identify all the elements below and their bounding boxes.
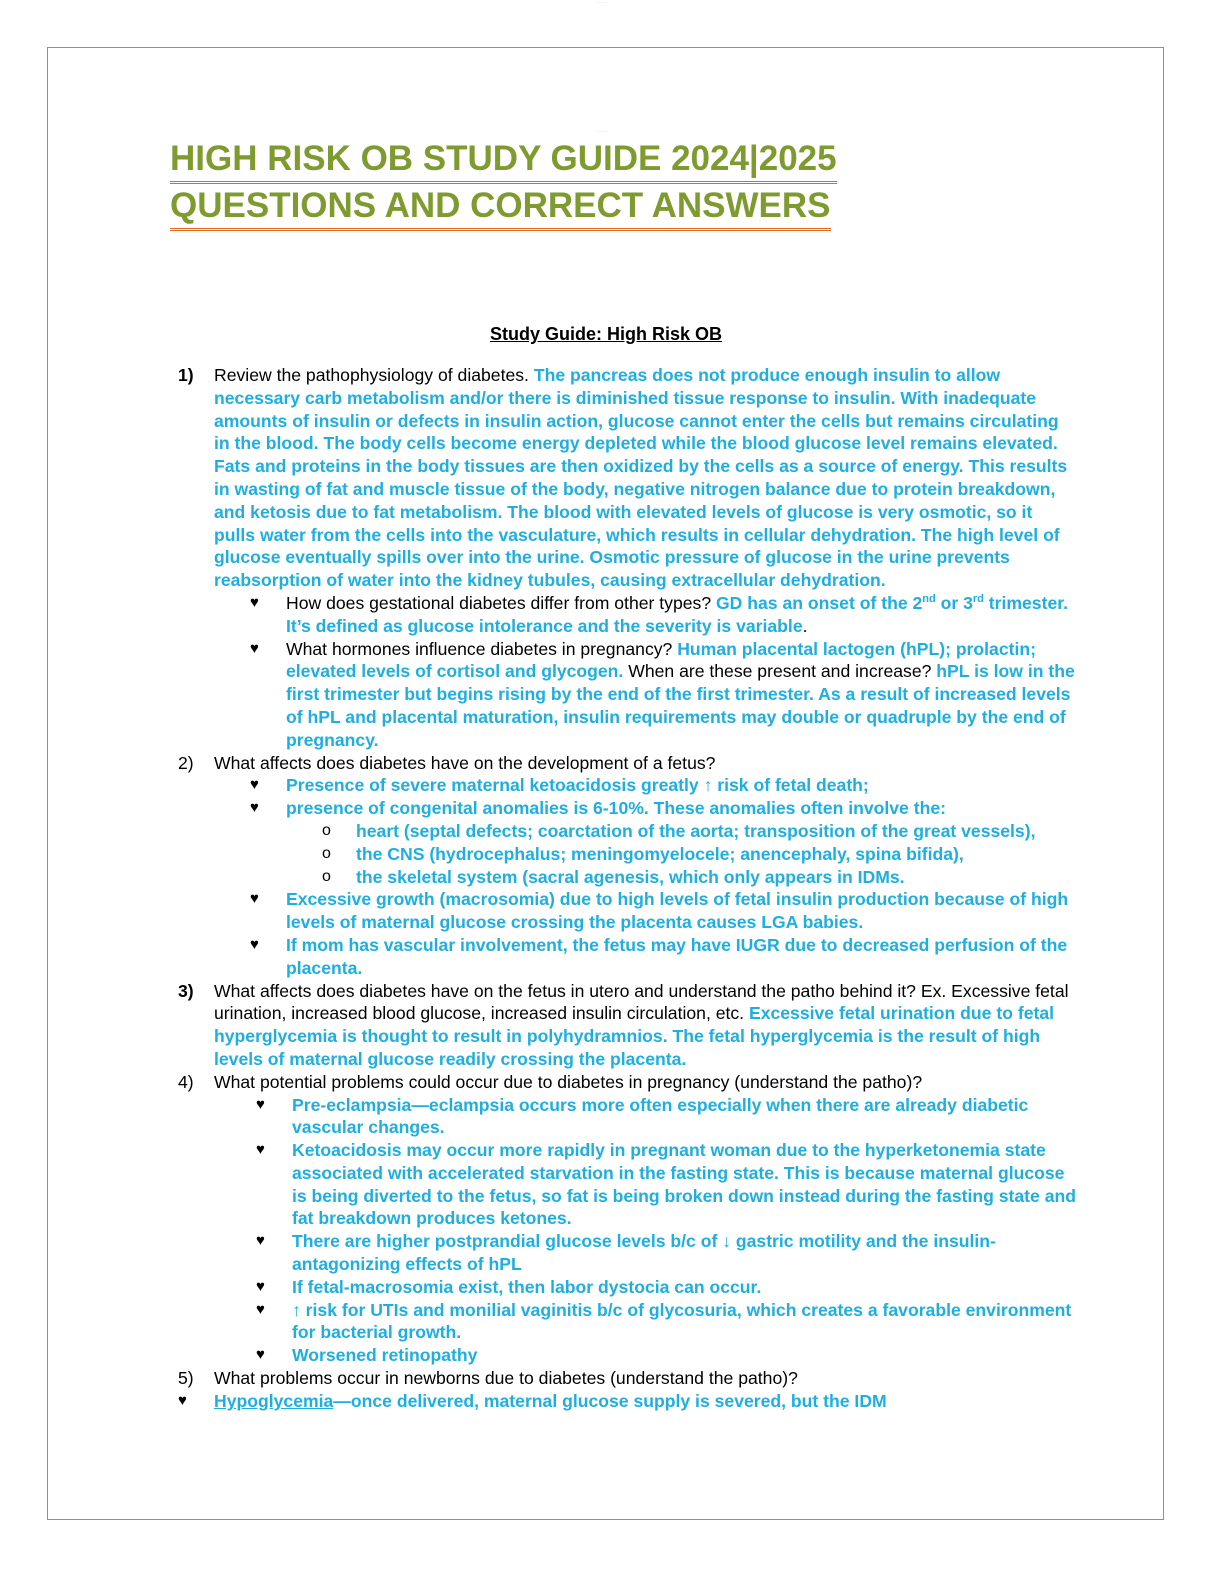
question-1 [178,364,1078,592]
answer-text: Excessive fetal urination due to fetal hyperglycemia is thought to result in polyhydramnios. The fetal hyperglycemia is the result of high levels of maternal glucose readily crossing the placenta. [214,1003,1055,1069]
list-item [178,888,1078,934]
title-line-2: QUESTIONS AND CORRECT ANSWERS [170,184,831,231]
answer-text: presence of congenital anomalies is 6-10%. These anomalies often involve the: [286,798,946,819]
heart-bullet-icon: ♥ [250,776,259,794]
question-text: What affects does diabetes have on the fetus in utero and understand the patho behind it? Ex. Excessive fetal urination, increased blood glucose, increased insulin circulation, etc. [214,980,1069,1024]
question-text: What hormones influence diabetes in pregnancy? [286,638,678,659]
list-item [178,774,1078,797]
question-number: 4) [178,1071,194,1092]
answer-text: If mom has vascular involvement, the fetus may have IUGR due to decreased perfusion of the placenta. [286,934,1068,978]
header-mark: ············ [596,0,608,4]
list-item [178,1299,1078,1345]
circle-bullet-icon: o [322,867,331,885]
heart-bullet-icon: ♥ [256,1277,265,1295]
circle-bullet-icon: o [322,844,331,862]
list-item [178,797,1078,820]
list-item [178,1230,1078,1276]
answer-text: —once delivered, maternal glucose supply is severed, but the IDM [333,1390,887,1411]
heart-bullet-icon: ♥ [250,799,259,817]
question-text: How does gestational diabetes differ from other types? [286,592,716,613]
study-guide-content [178,364,1078,1413]
list-item [178,934,1078,980]
list-item [178,1390,1078,1413]
answer-text: Presence of severe maternal ketoacidosis greatly ↑ risk of fetal death; [286,775,869,796]
question-text: What problems occur in newborns due to diabetes (understand the patho)? [214,1368,798,1389]
heart-bullet-icon: ♥ [256,1095,265,1113]
answer-term: Hypoglycemia [214,1390,334,1411]
title-line-1: HIGH RISK OB STUDY GUIDE 2024|2025 [170,137,837,184]
question-text: When are these present and increase? [623,661,937,682]
document-title [170,137,970,231]
list-item [178,1139,1078,1230]
answer-text: ↑ risk for UTIs and monilial vaginitis b/c of glycosuria, which creates a favorable environment for bacterial growth. [292,1299,1072,1343]
list-item: ♥ How does gestational diabetes differ from other types? GD has an onset of the 2nd or 3rd trimester. It’s defined as glucose intolerance and the severity is variable. [250,592,1068,636]
question-number: 2) [178,752,194,773]
heart-bullet-icon: ♥ [250,935,259,953]
question-number: 1) [178,365,194,385]
list-item [178,1276,1078,1299]
answer-text: heart (septal defects; coarctation of the aorta; transposition of the great vessels), [356,820,1036,841]
sub-list-item [178,820,1078,843]
sub-list-item [178,843,1078,866]
circle-bullet-icon: o [322,821,331,839]
question-5 [178,1367,1078,1390]
list-item [178,638,1078,752]
question-text: What potential problems could occur due to diabetes in pregnancy (understand the patho)? [214,1071,923,1092]
question-number: 3) [178,980,194,1001]
answer-text: Excessive growth (macrosomia) due to high levels of fetal insulin production because of high levels of maternal glucose crossing the placenta causes LGA babies. [286,889,1069,933]
answer-text: Human placental lactogen (hPL); prolactin; elevated levels of cortisol and glycogen. [286,638,1036,682]
answer-text: Worsened retinopathy [292,1345,478,1366]
answer-text: The pancreas does not produce enough insulin to allow necessary carb metabolism and/or there is diminished tissue response to insulin. With inadequate amounts of insulin or defects in insulin action, glucose cannot enter the cells but remains circulating in the blood. The body cells become energy depleted while the blood glucose level remains elevated. Fats and proteins in the body tissues are then oxidized by the cells as a source of energy. This results in wasting of fat and muscle tissue of the body, negative nitrogen balance due to protein breakdown, and ketosis due to fat metabolism. The blood with elevated levels of glucose is very osmotic, so it pulls water from the cells into the vasculature, which results in cellular dehydration. The high level of glucose eventually spills over into the urine. Osmotic pressure of glucose in the urine prevents reabsorption of water into the kidney tubules, causing extracellular dehydration. [214,365,1068,591]
list-item [178,1094,1078,1140]
heart-bullet-icon: ♥ [256,1300,265,1318]
question-text: Review the pathophysiology of diabetes. [214,365,534,385]
heart-bullet-icon: ♥ [250,639,259,657]
answer-text: GD has an onset of the 2nd or 3rd trimester. It’s defined as glucose intolerance and the severity is variable [286,592,1068,636]
study-guide-heading: Study Guide: High Risk OB [489,324,722,344]
question-2 [178,752,1078,775]
heart-bullet-icon: ♥ [250,890,259,908]
question-text: What affects does diabetes have on the development of a fetus? [214,752,716,773]
answer-text: the CNS (hydrocephalus; meningomyelocele; anencephaly, spina bifida), [356,843,964,864]
title-mark: ············ [596,129,608,133]
answer-text: hPL is low in the first trimester but begins rising by the end of the first trimester. As a result of increased levels of hPL and placental maturation, insulin requirements may double or quadruple by the end of pregnancy. [286,661,1075,750]
answer-text: If fetal-macrosomia exist, then labor dystocia can occur. [292,1276,762,1297]
heart-bullet-icon: ♥ [256,1232,265,1250]
sub-list-item [178,866,1078,889]
heart-bullet-icon: ♥ [178,1391,187,1409]
heart-bullet-icon: ♥ [250,593,259,611]
heart-bullet-icon: ♥ [256,1346,265,1364]
answer-text: the skeletal system (sacral agenesis, which only appears in IDMs. [356,866,905,887]
answer-text: There are higher postprandial glucose levels b/c of ↓ gastric motility and the insulin-antagonizing effects of hPL [292,1231,996,1275]
question-number: 5) [178,1368,194,1389]
heart-bullet-icon: ♥ [256,1141,265,1159]
question-3 [178,980,1078,1071]
answer-text: Ketoacidosis may occur more rapidly in pregnant woman due to the hyperketonemia state associated with accelerated starvation in the fasting state. This is because maternal glucose is being diverted to the fetus, so fat is being broken down instead during the fasting state and fat breakdown produces ketones. [292,1140,1076,1229]
answer-text: Pre-eclampsia—eclampsia occurs more often especially when there are already diabetic vascular changes. [292,1094,1029,1138]
question-4 [178,1071,1078,1094]
list-item [178,1344,1078,1367]
